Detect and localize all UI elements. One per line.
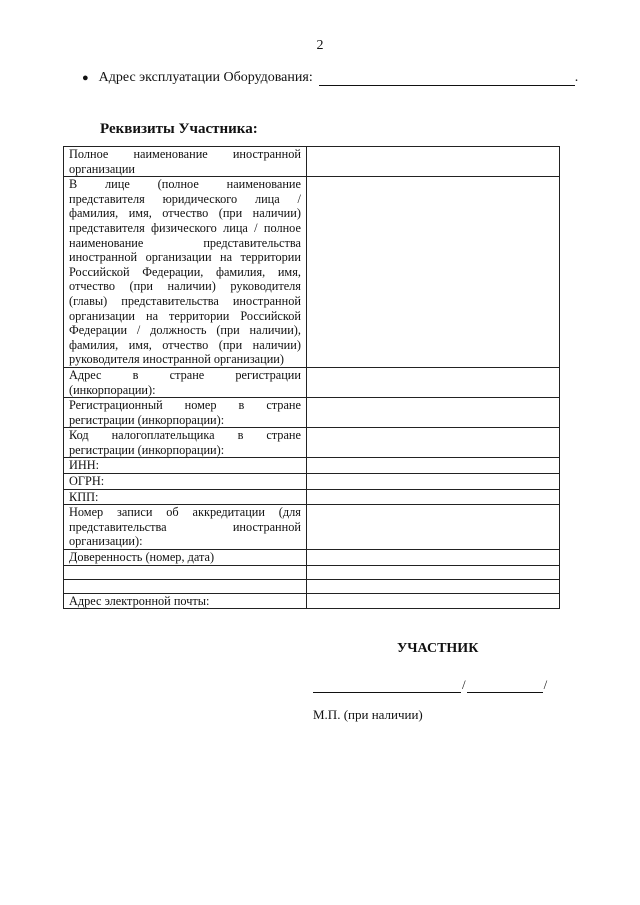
row-value-field[interactable] (306, 177, 559, 368)
row-label (64, 565, 307, 579)
row-label: Номер записи об аккредитации (для представительства иностранной организации): (64, 505, 307, 550)
participant-title: УЧАСТНИК (397, 641, 479, 656)
row-value-field[interactable] (306, 565, 559, 579)
row-label: Полное наименование иностранной организации (64, 147, 307, 177)
table-row (64, 505, 560, 550)
row-value-field[interactable] (306, 550, 559, 566)
row-value-field[interactable] (306, 147, 559, 177)
row-value-field[interactable] (306, 579, 559, 593)
equipment-address-end-mark: . (574, 70, 579, 85)
signature-end-separator: / (543, 677, 548, 692)
row-value-field[interactable] (306, 505, 559, 550)
row-label: Регистрационный номер в стране регистрации (инкорпорации): (64, 398, 307, 428)
row-value-field[interactable] (306, 489, 559, 505)
row-label: Доверенность (номер, дата) (64, 550, 307, 566)
row-value-field[interactable] (306, 458, 559, 474)
row-value-field[interactable] (306, 428, 559, 458)
row-value-field[interactable] (306, 474, 559, 490)
table-row (64, 474, 560, 490)
table-row (64, 428, 560, 458)
table-row (64, 489, 560, 505)
signature-row (313, 676, 548, 693)
equipment-address-label: Адрес эксплуатации Оборудования: (98, 70, 313, 85)
row-value-field[interactable] (306, 593, 559, 609)
table-row (64, 458, 560, 474)
table-row (64, 550, 560, 566)
row-label: ОГРН: (64, 474, 307, 490)
equipment-address-field[interactable] (319, 71, 575, 86)
table-row (64, 367, 560, 397)
row-label: В лице (полное наименование представителя юридического лица / фамилия, имя, отчество (при наличии) представителя физического лица / полное наименование представительства иностранной организации на территории Российской Федерации, фамилия, имя, отчество (при наличии) руководителя (главы) представительства иностранной организации на территории Российской Федерации / должность (при наличии), фамилия, имя, отчество (при наличии) руководителя иностранной организации) (64, 177, 307, 368)
table-row (64, 579, 560, 593)
signature-separator: / (462, 677, 466, 692)
table-row (64, 593, 560, 609)
stamp-label: М.П. (при наличии) (313, 707, 423, 722)
row-label: ИНН: (64, 458, 307, 474)
row-label: Адрес электронной почты: (64, 593, 307, 609)
signature-name-field[interactable] (467, 676, 543, 693)
row-label: Код налогоплательщика в стране регистрации (инкорпорации): (64, 428, 307, 458)
row-value-field[interactable] (306, 398, 559, 428)
table-row (64, 398, 560, 428)
row-label: Адрес в стране регистрации (инкорпорации): (64, 367, 307, 397)
signature-field[interactable] (313, 676, 461, 693)
section-title: Реквизиты Участника: (100, 121, 258, 137)
page-number: 2 (316, 38, 324, 53)
bullet-icon: ● (82, 72, 89, 84)
row-label: КПП: (64, 489, 307, 505)
table-row (64, 147, 560, 177)
equipment-address-line (82, 70, 578, 86)
row-value-field[interactable] (306, 367, 559, 397)
table-row (64, 565, 560, 579)
row-label (64, 579, 307, 593)
table-row (64, 177, 560, 368)
requisites-table (63, 146, 560, 609)
